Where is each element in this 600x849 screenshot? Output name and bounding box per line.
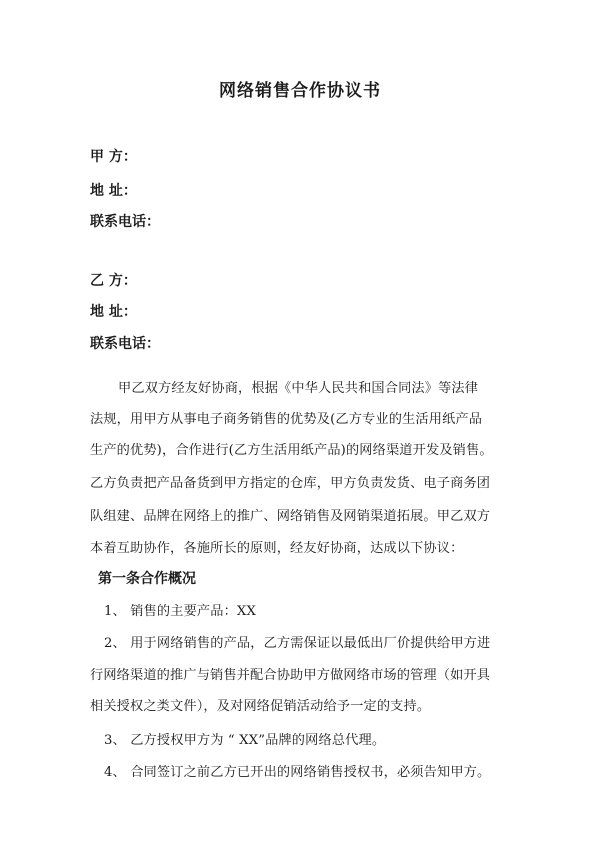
section-heading: 第一条合作概况 xyxy=(98,571,196,587)
clause-item-1: 1、 销售的主要产品：XX xyxy=(104,604,256,619)
intro-line: 本着互助协作，各施所长的原则，经友好协商，达成以下协议： xyxy=(90,541,464,556)
clause-item-2-line: 相关授权之类文件），及对网络促销活动给予一定的支持。 xyxy=(90,699,431,714)
intro-line: 队组建、品牌在网络上的推广、网络销售及网销渠道拓展。甲乙双方 xyxy=(90,509,491,524)
party-b-name-label: 乙 方： xyxy=(90,273,137,289)
party-b-address-label: 地 址： xyxy=(90,304,137,320)
party-a-address-label: 地 址： xyxy=(90,183,137,199)
intro-line: 法规，用甲方从事电子商务销售的优势及(乙方专业的生活用纸产品 xyxy=(90,412,483,427)
party-a-name-label: 甲 方： xyxy=(90,149,137,165)
party-b-phone-label: 联系电话： xyxy=(90,336,160,352)
intro-line: 生产的优势)，合作进行(乙方生活用纸产品)的网络渠道开发及销售。 xyxy=(90,443,493,458)
intro-line: 甲乙双方经友好协商，根据《中华人民共和国合同法》等法律 xyxy=(118,381,479,396)
document-title: 网络销售合作协议书 xyxy=(219,81,381,101)
intro-line: 乙方负责把产品备货到甲方指定的仓库，甲方负责发货、电子商务团 xyxy=(90,476,491,491)
party-a-phone-label: 联系电话： xyxy=(90,214,160,230)
clause-item-2-line: 行网络渠道的推广与销售并配合协助甲方做网络市场的管理（如开具 xyxy=(90,668,491,683)
clause-item-4: 4、 合同签订之前乙方已开出的网络销售授权书，必须告知甲方。 xyxy=(104,765,491,780)
clause-item-2-line: 2、 用于网络销售的产品，乙方需保证以最低出厂价提供给甲方进 xyxy=(104,636,491,651)
clause-item-3: 3、 乙方授权甲方为 “ XX”品牌的网络总代理。 xyxy=(104,733,386,748)
